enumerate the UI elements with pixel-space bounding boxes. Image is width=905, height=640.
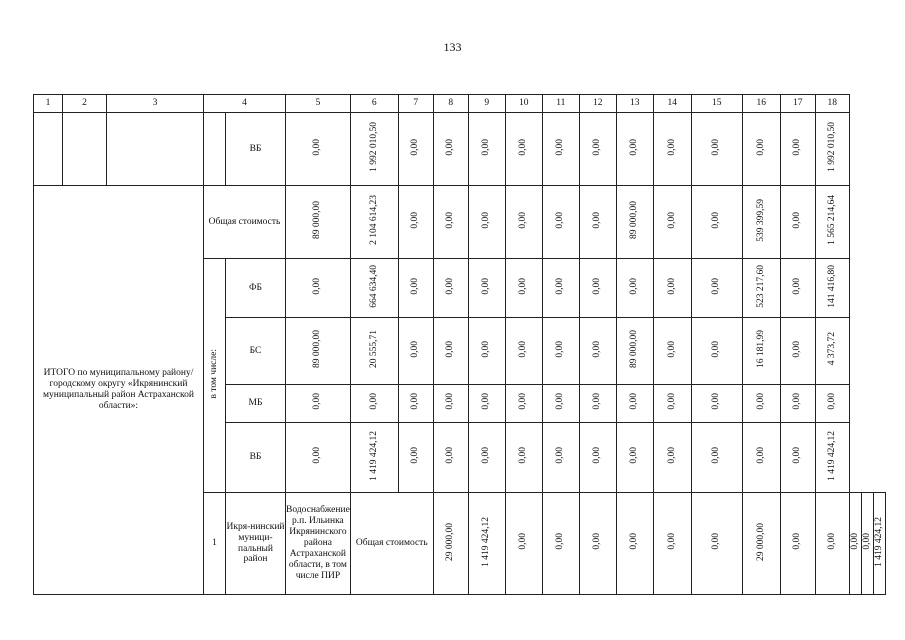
column-number-text: 13	[630, 98, 640, 109]
value-cell	[579, 385, 616, 423]
value-cell	[505, 423, 542, 493]
column-number	[542, 95, 579, 113]
incl-caption	[204, 259, 226, 493]
value-cell	[691, 423, 742, 493]
column-number-text: 18	[827, 98, 838, 109]
value-cell-text: 0,00	[518, 447, 529, 464]
value-cell-text: 0,00	[312, 277, 323, 295]
type-label	[226, 113, 286, 186]
value-cell-text: 0,00	[629, 138, 640, 156]
value-cell	[616, 385, 653, 423]
value-cell	[815, 259, 849, 318]
table-row	[34, 186, 886, 259]
value-cell-text: 0,00	[555, 277, 566, 295]
page-number: 133	[443, 40, 462, 54]
column-number	[468, 95, 505, 113]
column-number	[63, 95, 107, 113]
value-cell	[616, 318, 653, 385]
value-cell-text: 0,00	[481, 211, 492, 229]
type-label-text: ФБ	[249, 282, 262, 293]
empty-cell	[63, 113, 107, 186]
value-cell-text: 664 634,40	[368, 264, 379, 308]
header-row	[34, 95, 886, 113]
value-cell-text: 0,00	[666, 447, 677, 464]
value-cell-text: 0,00	[666, 533, 677, 550]
value-cell-text: 0,00	[711, 277, 722, 295]
value-cell-text: 0,00	[711, 138, 722, 156]
column-number-text: 9	[484, 98, 490, 109]
value-cell-text: 1 419 424,12	[873, 516, 884, 567]
type-label	[226, 385, 286, 423]
table-row	[34, 113, 886, 186]
value-cell-text: 0,00	[518, 277, 529, 295]
value-cell	[398, 318, 433, 385]
value-cell	[873, 493, 885, 595]
item-number-text: 1	[212, 538, 217, 549]
value-cell	[691, 318, 742, 385]
value-cell	[861, 493, 873, 595]
value-cell	[616, 493, 653, 595]
value-cell	[653, 259, 691, 318]
column-number	[579, 95, 616, 113]
column-number	[350, 95, 398, 113]
value-cell-text: 0,00	[755, 138, 766, 156]
type-label-text: БС	[249, 345, 262, 356]
value-cell-text: 0,00	[826, 533, 837, 550]
column-number	[505, 95, 542, 113]
value-cell	[579, 423, 616, 493]
value-cell	[780, 113, 815, 186]
value-cell-text: 0,00	[445, 393, 456, 410]
value-cell-text: 4 373,72	[826, 332, 837, 366]
value-cell-text: 0,00	[711, 447, 722, 464]
value-cell-text: 0,00	[592, 138, 603, 156]
column-number	[107, 95, 204, 113]
value-cell	[542, 423, 579, 493]
value-cell-text: 0,00	[481, 340, 492, 358]
value-cell	[653, 423, 691, 493]
value-cell-text: 0,00	[445, 340, 456, 358]
value-cell-text: 0,00	[861, 533, 872, 550]
value-cell-text: 0,00	[629, 447, 640, 464]
value-cell-text: 0,00	[518, 533, 529, 550]
column-number	[398, 95, 433, 113]
value-cell-text: 0,00	[711, 393, 722, 410]
value-cell-text: 0,00	[755, 447, 766, 464]
type-label-text: Общая стоимость	[355, 538, 428, 549]
value-cell-text: 0,00	[312, 447, 323, 464]
value-cell-text: 0,00	[518, 340, 529, 358]
value-cell	[505, 186, 542, 259]
value-cell	[433, 259, 468, 318]
value-cell	[691, 113, 742, 186]
value-cell-text: 0,00	[410, 393, 421, 410]
value-cell	[286, 318, 351, 385]
value-cell	[780, 385, 815, 423]
value-cell	[780, 259, 815, 318]
value-cell	[579, 318, 616, 385]
value-cell	[849, 493, 861, 595]
value-cell	[468, 493, 505, 595]
value-cell	[433, 318, 468, 385]
value-cell	[691, 385, 742, 423]
value-cell	[815, 113, 849, 186]
empty-cell	[107, 113, 204, 186]
value-cell-text: 0,00	[711, 340, 722, 358]
value-cell-text: 1 992 010,50	[826, 122, 837, 172]
value-cell	[780, 186, 815, 259]
value-cell-text: 0,00	[592, 447, 603, 464]
object-name-text: Водоснабжение р.п. Ильинка Икрянинского района Астраханской области, в том числе ПИР	[286, 505, 350, 581]
column-number-text: 11	[556, 98, 566, 109]
value-cell	[542, 259, 579, 318]
value-cell-text: 0,00	[592, 533, 603, 550]
value-cell-text: 0,00	[666, 138, 677, 156]
value-cell	[433, 186, 468, 259]
value-cell-text: 0,00	[312, 393, 323, 410]
value-cell-text: 29 000,00	[755, 522, 766, 561]
column-number-text: 14	[667, 98, 678, 109]
value-cell-text: 89 000,00	[629, 201, 640, 240]
value-cell-text: 0,00	[518, 393, 529, 410]
value-cell-text: 0,00	[410, 447, 421, 464]
value-cell-text: 0,00	[555, 138, 566, 156]
value-cell-text: 0,00	[555, 393, 566, 410]
value-cell	[468, 259, 505, 318]
value-cell	[616, 186, 653, 259]
column-number	[742, 95, 780, 113]
total-caption-text: ИТОГО по муниципальному району/ городскому округу «Икрянинский муниципальный район Астраханской области»:	[43, 368, 194, 411]
value-cell	[505, 113, 542, 186]
value-cell-text: 89 000,00	[312, 201, 323, 240]
value-cell-text: 0,00	[445, 211, 456, 229]
value-cell-text: 0,00	[481, 138, 492, 156]
value-cell-text: 141 416,80	[826, 264, 837, 308]
value-cell	[579, 493, 616, 595]
value-cell	[691, 259, 742, 318]
value-cell	[350, 385, 398, 423]
value-cell	[398, 186, 433, 259]
value-cell	[398, 423, 433, 493]
value-cell	[742, 318, 780, 385]
value-cell	[691, 493, 742, 595]
value-cell-text: 0,00	[711, 533, 722, 550]
column-number	[286, 95, 351, 113]
value-cell-text: 0,00	[410, 340, 421, 358]
value-cell	[468, 186, 505, 259]
empty-cell	[204, 113, 226, 186]
column-number	[616, 95, 653, 113]
value-cell	[350, 423, 398, 493]
type-label-text: ВБ	[249, 452, 262, 463]
column-number	[433, 95, 468, 113]
value-cell	[616, 259, 653, 318]
value-cell	[468, 423, 505, 493]
value-cell	[815, 318, 849, 385]
column-number-text: 6	[371, 98, 377, 109]
value-cell-text: 0,00	[592, 277, 603, 295]
value-cell-text: 0,00	[666, 277, 677, 295]
value-cell	[742, 186, 780, 259]
column-number	[204, 95, 286, 113]
value-cell-text: 0,00	[592, 393, 603, 410]
value-cell	[433, 113, 468, 186]
value-cell-text: 0,00	[410, 138, 421, 156]
value-cell	[653, 385, 691, 423]
value-cell-text: 0,00	[445, 138, 456, 156]
value-cell-text: 0,00	[445, 447, 456, 464]
value-cell	[815, 186, 849, 259]
value-cell	[815, 385, 849, 423]
value-cell	[616, 423, 653, 493]
value-cell-text: 0,00	[629, 533, 640, 550]
value-cell	[398, 385, 433, 423]
value-cell	[433, 385, 468, 423]
value-cell-text: 0,00	[555, 211, 566, 229]
value-cell	[616, 113, 653, 186]
type-label-text: Общая стоимость	[208, 216, 281, 227]
total-caption	[34, 186, 204, 595]
value-cell	[350, 259, 398, 318]
value-cell-text: 2 104 614,23	[368, 195, 379, 245]
column-number-text: 1	[45, 98, 51, 109]
value-cell	[286, 186, 351, 259]
value-cell-text: 0,00	[518, 211, 529, 229]
value-cell	[780, 318, 815, 385]
value-cell	[505, 259, 542, 318]
value-cell	[653, 318, 691, 385]
type-label	[350, 493, 433, 595]
value-cell-text: 0,00	[792, 277, 803, 295]
value-cell-text: 0,00	[481, 277, 492, 295]
column-number-text: 7	[413, 98, 419, 109]
column-number-text: 10	[519, 98, 529, 109]
column-number	[780, 95, 815, 113]
value-cell	[542, 318, 579, 385]
column-number-text: 5	[315, 98, 321, 109]
value-cell	[468, 385, 505, 423]
value-cell-text: 0,00	[755, 393, 766, 410]
value-cell	[286, 423, 351, 493]
value-cell	[742, 423, 780, 493]
value-cell-text: 0,00	[849, 533, 860, 550]
value-cell-text: 0,00	[555, 340, 566, 358]
value-cell	[542, 113, 579, 186]
value-cell	[286, 113, 351, 186]
value-cell	[505, 318, 542, 385]
value-cell-text: 523 217,60	[755, 264, 766, 308]
column-number-text: 17	[793, 98, 803, 109]
value-cell	[780, 493, 815, 595]
value-cell-text: 0,00	[481, 393, 492, 410]
value-cell-text: 0,00	[410, 277, 421, 295]
value-cell-text: 0,00	[410, 211, 421, 229]
value-cell	[815, 493, 849, 595]
value-cell	[433, 493, 468, 595]
value-cell-text: 1 419 424,12	[481, 516, 492, 567]
value-cell-text: 0,00	[368, 393, 379, 410]
value-cell-text: 89 000,00	[629, 330, 640, 369]
value-cell-text: 89 000,00	[312, 330, 323, 369]
type-label	[226, 423, 286, 493]
value-cell-text: 0,00	[666, 393, 677, 410]
value-cell	[350, 318, 398, 385]
item-number	[204, 493, 226, 595]
value-cell	[691, 186, 742, 259]
type-label	[226, 259, 286, 318]
column-number-text: 2	[82, 98, 87, 109]
value-cell	[286, 385, 351, 423]
value-cell-text: 1 992 010,50	[368, 122, 379, 172]
value-cell	[653, 113, 691, 186]
value-cell-text: 0,00	[629, 277, 640, 295]
value-cell-text: 0,00	[481, 447, 492, 464]
value-cell-text: 0,00	[629, 393, 640, 410]
value-cell-text: 0,00	[792, 393, 803, 410]
type-label	[204, 186, 286, 259]
object-name	[286, 493, 351, 595]
value-cell	[542, 493, 579, 595]
value-cell-text: 0,00	[666, 211, 677, 229]
value-cell	[350, 186, 398, 259]
column-number	[691, 95, 742, 113]
value-cell-text: 1 565 214,64	[826, 195, 837, 245]
value-cell	[468, 113, 505, 186]
value-cell-text: 29 000,00	[445, 522, 456, 561]
value-cell	[433, 423, 468, 493]
value-cell	[653, 186, 691, 259]
value-cell-text: 1 419 424,12	[368, 430, 379, 481]
value-cell	[468, 318, 505, 385]
value-cell	[742, 493, 780, 595]
value-cell-text: 0,00	[592, 340, 603, 358]
value-cell-text: 0,00	[312, 138, 323, 156]
value-cell-text: 0,00	[711, 211, 722, 229]
value-cell	[505, 493, 542, 595]
column-number-text: 3	[152, 98, 158, 109]
value-cell	[742, 113, 780, 186]
value-cell-text: 0,00	[826, 393, 837, 410]
column-number-text: 8	[448, 98, 454, 109]
district-name-text: Икря-нинский муници-пальный район	[226, 521, 285, 565]
value-cell	[815, 423, 849, 493]
type-label	[226, 318, 286, 385]
value-cell	[742, 385, 780, 423]
value-cell-text: 0,00	[792, 138, 803, 156]
value-cell-text: 0,00	[666, 340, 677, 358]
value-cell	[780, 423, 815, 493]
incl-caption-text: в том числе:	[209, 348, 220, 399]
value-cell	[286, 259, 351, 318]
value-cell-text: 0,00	[792, 340, 803, 358]
value-cell-text: 539 399,59	[755, 198, 766, 242]
value-cell-text: 0,00	[792, 211, 803, 229]
value-cell-text: 0,00	[792, 533, 803, 550]
column-number-text: 12	[593, 98, 603, 109]
empty-cell	[34, 113, 63, 186]
value-cell-text: 0,00	[518, 138, 529, 156]
column-number-text: 15	[712, 98, 722, 109]
value-cell	[542, 385, 579, 423]
value-cell-text: 0,00	[555, 447, 566, 464]
column-number-text: 16	[756, 98, 767, 109]
type-label-text: МБ	[248, 398, 263, 409]
column-number	[653, 95, 691, 113]
budget-table	[33, 94, 886, 595]
value-cell	[505, 385, 542, 423]
column-number-text: 4	[242, 98, 247, 109]
value-cell	[398, 113, 433, 186]
value-cell	[579, 186, 616, 259]
value-cell	[579, 113, 616, 186]
value-cell-text: 20 555,71	[368, 330, 379, 369]
value-cell	[350, 113, 398, 186]
value-cell-text: 1 419 424,12	[826, 430, 837, 481]
column-number	[815, 95, 849, 113]
value-cell	[579, 259, 616, 318]
value-cell-text: 16 181,99	[755, 330, 766, 369]
value-cell	[653, 493, 691, 595]
value-cell	[542, 186, 579, 259]
value-cell-text: 0,00	[445, 277, 456, 295]
column-number	[34, 95, 63, 113]
value-cell-text: 0,00	[592, 211, 603, 229]
type-label-text: ВБ	[249, 143, 262, 154]
value-cell	[398, 259, 433, 318]
value-cell	[742, 259, 780, 318]
district-name	[226, 493, 286, 595]
value-cell-text: 0,00	[792, 447, 803, 464]
value-cell-text: 0,00	[555, 533, 566, 550]
